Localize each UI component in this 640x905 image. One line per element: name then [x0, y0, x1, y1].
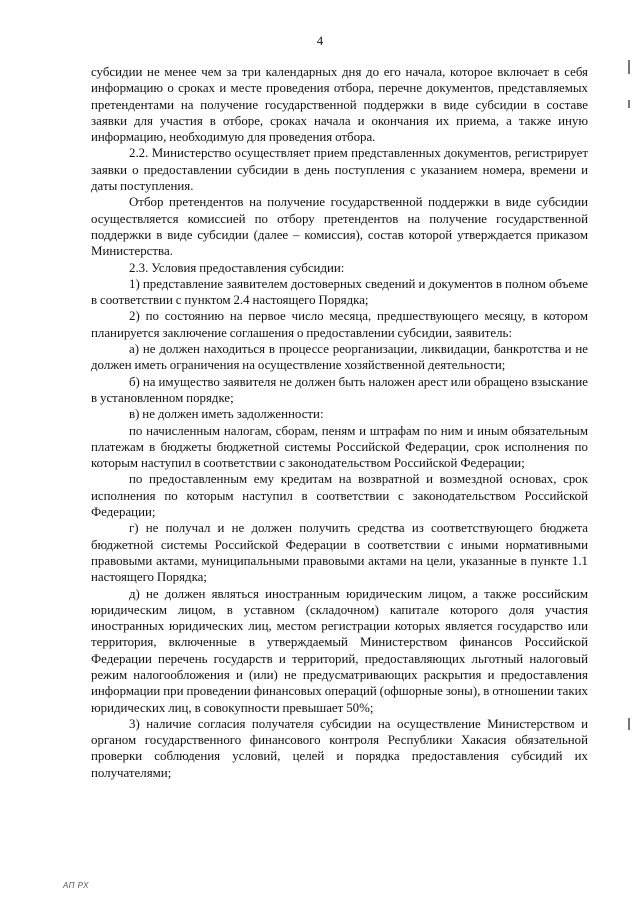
page-number: 4 [316, 34, 324, 48]
paragraph-11: по предоставленным ему кредитам на возвратной и возмездной основах, срок исполнения по которым наступил в соответствии с законодательством Российской Федерации; [91, 472, 588, 520]
document-body [91, 64, 588, 781]
paragraph-2: 2.2. Министерство осуществляет прием представленных документов, регистрирует заявки о предоставлении субсидии в день поступления с указанием номера, времени и даты поступления. [91, 146, 588, 194]
paragraph-8: б) на имущество заявителя не должен быть наложен арест или обращено взыскание в установленном порядке; [91, 374, 588, 405]
paragraph-6: 2) по состоянию на первое число месяца, предшествующего месяцу, в котором планируется заключение соглашения о предоставлении субсидии, заявитель: [91, 309, 588, 340]
paragraph-5: 1) представление заявителем достоверных сведений и документов в полном объеме в соответствии с пунктом 2.4 настоящего Порядка; [91, 276, 588, 308]
paragraph-7: а) не должен находиться в процессе реорганизации, ликвидации, банкротства и не должен иметь ограничения на осуществление хозяйственной деятельности; [91, 342, 588, 373]
paragraph-4: 2.3. Условия предоставления субсидии: [129, 260, 345, 275]
paragraph-9: в) не должен иметь задолженности: [129, 407, 324, 422]
paragraph-10: по начисленным налогам, сборам, пеням и штрафам по ним и иным обязательным платежам в бюджеты бюджетной системы Российской Федерации, срок исполнения по которым наступил в соответствии с законодательством Российской Федерации; [91, 423, 588, 471]
footer-mark: АП РХ [63, 881, 89, 890]
scan-edge-mark [628, 100, 630, 108]
scan-edge-mark [628, 718, 630, 730]
paragraph-3: Отбор претендентов на получение государственной поддержки в виде субсидии осуществляется комиссией по отбору претендентов на получение государственной поддержки в виде субсидии (далее – комиссия), состав которой утверждается приказом Министерства. [91, 195, 588, 259]
paragraph-12: г) не получал и не должен получить средства из соответствующего бюджета бюджетной системы Российской Федерации в соответствии с иными нормативными правовыми актами, муниципальными правовыми актами на цели, указанные в пункте 1.1 настоящего Порядка; [91, 521, 588, 585]
scan-edge-mark [628, 60, 630, 74]
paragraph-14: 3) наличие согласия получателя субсидии на осуществление Министерством и органом государственного финансового контроля Республики Хакасия обязательной проверки соблюдения условий, целей и порядка предоставления субсидий их получателями; [91, 716, 588, 780]
paragraph-13: д) не должен являться иностранным юридическим лицом, а также российским юридическим лицом, в уставном (складочном) капитале которого доля участия иностранных юридических лиц, местом регистрации которых является государство или территория, включенные в утверждаемый Министерством финансов Российской Федерации перечень государств и территорий, предоставляющих льготный налоговый режим налогообложения и (или) не предусматривающих раскрытия и предоставления информации при проведении финансовых операций (офшорные зоны), в отношении таких юридических лиц, в совокупности превышает 50%; [91, 586, 588, 715]
paragraph-1: субсидии не менее чем за три календарных дня до его начала, которое включает в себя информацию о сроках и месте проведения отбора, перечне документов, представляемых претендентами на получение государственной поддержки в виде субсидии в составе заявки для участия в отборе, сроках начала и окончания их приема, а также иную информацию, необходимую для проведения отбора. [91, 65, 588, 145]
